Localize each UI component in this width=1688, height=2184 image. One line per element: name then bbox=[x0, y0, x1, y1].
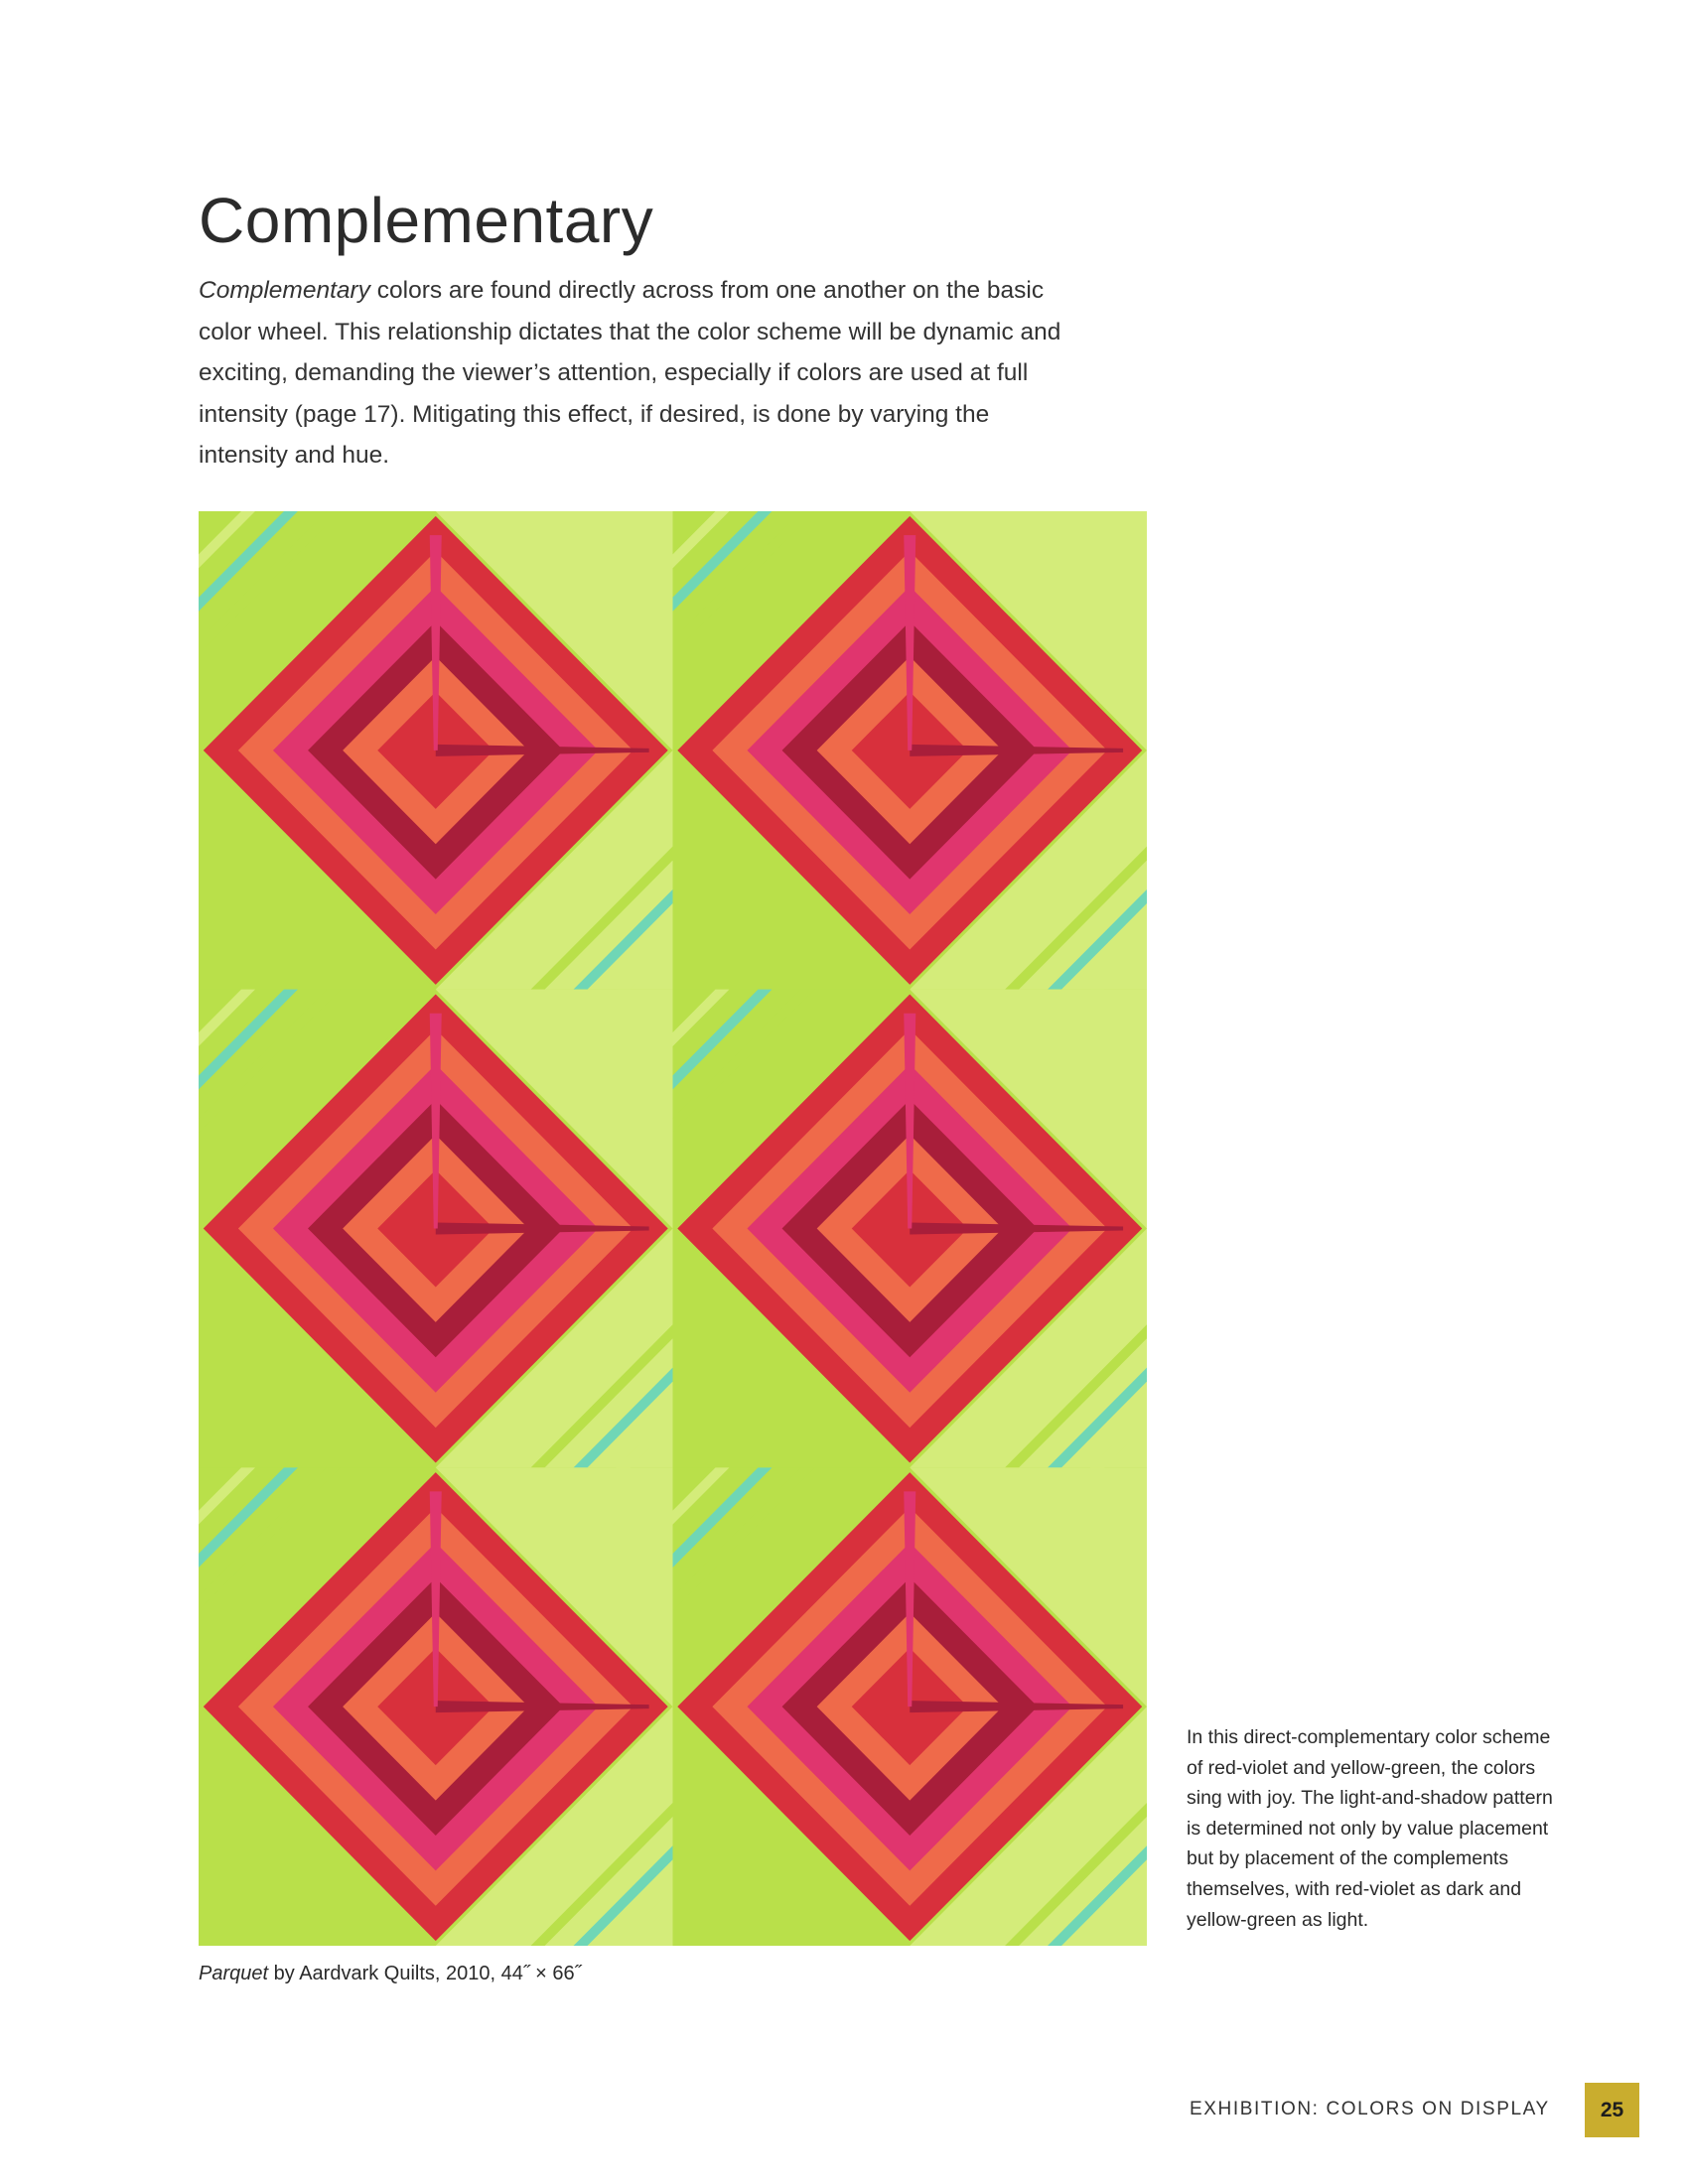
page-title: Complementary bbox=[199, 185, 654, 256]
intro-paragraph bbox=[199, 270, 1072, 477]
figure-caption bbox=[199, 1963, 581, 1985]
caption-title: Parquet bbox=[199, 1963, 269, 1984]
page-number-badge: 25 bbox=[1585, 2083, 1639, 2137]
running-footer-title: EXHIBITION: COLORS ON DISPLAY bbox=[1190, 2099, 1550, 2119]
quilt-photo bbox=[199, 511, 1147, 1946]
caption-credit: by Aardvark Quilts, 2010, 44˝ × 66˝ bbox=[268, 1963, 582, 1984]
sidebar-note: In this direct-complementary color scheme of red-violet and yellow-green, the colors sing with joy. The light-and-shadow pattern is determined not only by value placement but by placement of the complements themselves, with red-violet as dark and yellow-green as light. bbox=[1187, 1726, 1553, 1931]
intro-body: colors are found directly across from one another on the basic color wheel. This relationship dictates that the color scheme will be dynamic and exciting, demanding the viewer’s attention, especially if colors are used at full intensity (page 17). Mitigating this effect, if desired, is done by varying the intensity and hue. bbox=[199, 277, 1061, 469]
intro-lead-term: Complementary bbox=[199, 277, 370, 304]
